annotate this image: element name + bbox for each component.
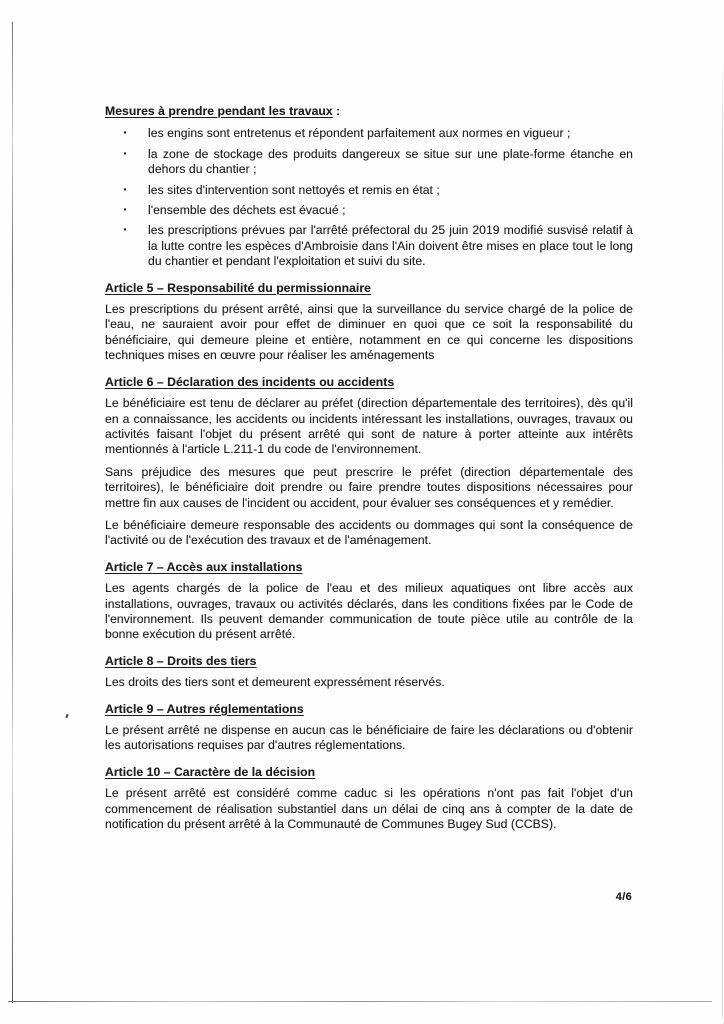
article-7-heading: Article 7 – Accès aux installations xyxy=(105,559,303,574)
article-10-heading: Article 10 – Caractère de la décision xyxy=(105,764,316,779)
article-10-section xyxy=(105,765,633,833)
measures-heading-text: Mesures à prendre pendant les travaux xyxy=(105,104,333,118)
article-9-heading: Article 9 – Autres réglementations xyxy=(105,701,304,716)
list-item: · les prescriptions prévues par l'arrêté préfectoral du 25 juin 2019 modifié susvisé relatif à la lutte contre les espèces d'Ambroisie dans l'Ain doivent être mises en place tout le long du chantier et pendant l'exploitation et suivi du site. xyxy=(105,223,633,269)
list-item: · la zone de stockage des produits dangereux se situe sur une plate-forme étanche en dehors du chantier ; xyxy=(105,147,633,178)
article-8-section xyxy=(105,654,633,691)
article-6-heading: Article 6 – Déclaration des incidents ou accidents xyxy=(105,374,395,389)
article-8-heading: Article 8 – Droits des tiers xyxy=(105,653,257,668)
measures-heading-colon: : xyxy=(332,104,341,118)
list-item: · les sites d'intervention sont nettoyés et remis en état ; xyxy=(105,183,633,198)
article-7-paragraph: Les agents chargés de la police de l'eau et des milieux aquatiques ont libre accès aux installations, ouvrages, travaux ou activités déclarés, dans les conditions fixées par le Code de l'environnement. Ils peuvent demander communication de toute pièce utile au contrôle de la bonne exécution du présent arrêté. xyxy=(105,581,633,642)
document-body xyxy=(105,104,633,839)
page-number: 4/6 xyxy=(615,891,632,903)
article-10-paragraph: Le présent arrêté est considéré comme caduc si les opérations n'ont pas fait l'objet d'un commencement de réalisation substantiel dans un délai de cinq ans à compter de la date de notification du présent arrêté à la Communauté de Communes Bugey Sud (CCBS). xyxy=(105,786,633,832)
article-5-heading: Article 5 – Responsabilité du permissionnaire xyxy=(105,280,371,295)
scan-artifact-bottom-line xyxy=(8,1001,712,1002)
article-6-paragraph: Sans préjudice des mesures que peut prescrire le préfet (direction départementale des territoires), le bénéficiaire doit prendre ou faire prendre toutes dispositions nécessaires pour mettre fin aux causes de l'incident ou accident, pour évaluer ses conséquences et y remédier. xyxy=(105,464,633,510)
article-5-section xyxy=(105,281,633,364)
list-item: · l'ensemble des déchets est évacué ; xyxy=(105,203,633,218)
scan-artifact-left-line xyxy=(12,22,13,1003)
article-6-section xyxy=(105,375,633,549)
article-5-paragraph: Les prescriptions du présent arrêté, ainsi que la surveillance du service chargé de la police de l'eau, ne sauraient avoir pour effet de diminuer en quoi que ce soit la responsabilité du bénéficiaire, qui demeure pleine et entière, notamment en ce qui concerne les dispositions techniques mises en œuvre pour réaliser les aménagements xyxy=(105,302,633,363)
article-9-section xyxy=(105,702,633,754)
article-7-section xyxy=(105,560,633,643)
article-8-paragraph: Les droits des tiers sont et demeurent expressément réservés. xyxy=(105,675,445,690)
article-6-paragraph: Le bénéficiaire demeure responsable des accidents ou dommages qui sont la conséquence de l'activité ou de l'exécution des travaux et de l'aménagement. xyxy=(105,517,633,548)
measures-bullet-list xyxy=(105,126,633,269)
measures-heading xyxy=(105,104,633,119)
article-6-paragraph: Le bénéficiaire est tenu de déclarer au préfet (direction départementale des territoires), dès qu'il en a connaissance, les accidents ou incidents intéressant les installations, ouvrages, travaux ou activités faisant l'objet du présent arrêté qui sont de nature à porter atteinte aux intérêts mentionnés à l'article L.211-1 du code de l'environnement. xyxy=(105,396,633,457)
scan-artifact-speck xyxy=(65,714,68,718)
scan-artifact-right-line xyxy=(722,60,723,1018)
list-item: · les engins sont entretenus et répondent parfaitement aux normes en vigueur ; xyxy=(105,126,633,141)
article-9-paragraph: Le présent arrêté ne dispense en aucun cas le bénéficiaire de faire les déclarations ou d'obtenir les autorisations requises par d'autres réglementations. xyxy=(105,723,633,753)
